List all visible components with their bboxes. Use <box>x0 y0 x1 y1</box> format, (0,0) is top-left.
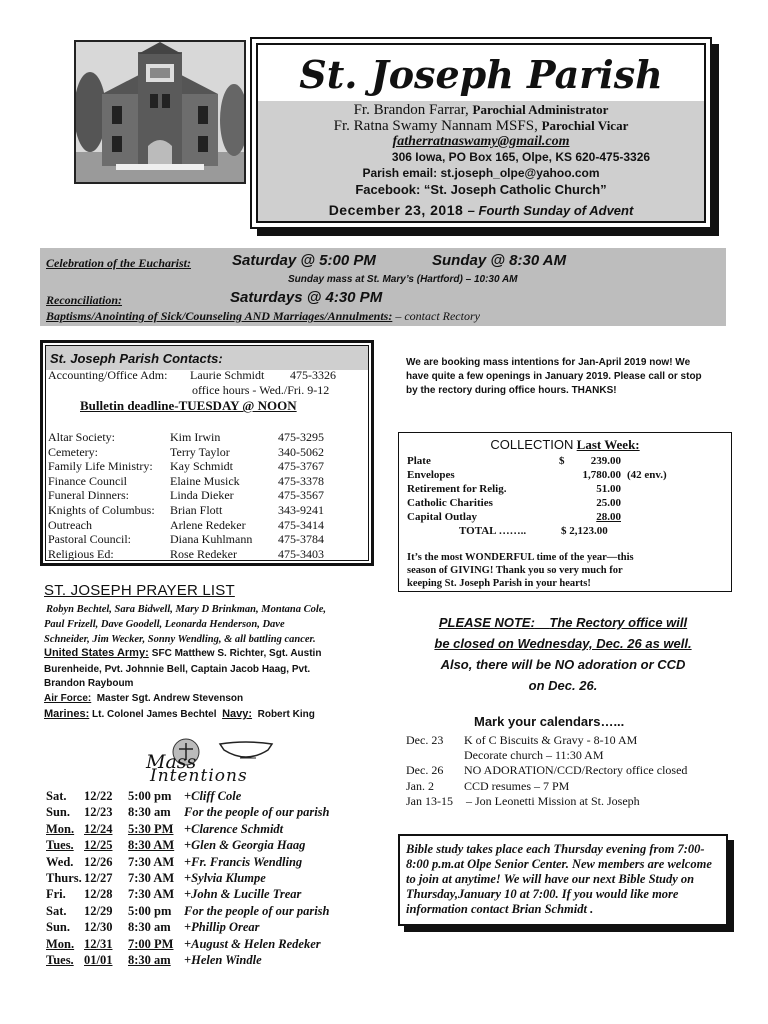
please-note-label: PLEASE NOTE: <box>438 615 535 630</box>
mass-times-bar <box>40 248 726 326</box>
intention-date: 12/22 <box>84 789 113 803</box>
please-note <box>400 612 726 696</box>
contact-phone: 475-3403 <box>278 546 324 561</box>
intention-name: +Clarence Schmidt <box>184 821 284 836</box>
marines-label: Marines: <box>44 708 90 720</box>
collection-label: Retirement for Relig. <box>407 483 507 495</box>
intention-name: +Sylvia Klumpe <box>184 871 266 885</box>
army-line-1 <box>44 646 321 661</box>
intention-time: 8:30 am <box>128 805 171 820</box>
calendar-date: Jan 13-15 <box>406 793 453 808</box>
mass-intention-row <box>46 886 366 902</box>
logo-intentions: Intentions <box>150 766 248 786</box>
collection-amount: 51.00 <box>596 483 621 495</box>
parish-contacts-box <box>40 340 374 566</box>
collection-currency: $ <box>559 455 565 467</box>
intention-day: Sat. <box>46 903 67 918</box>
intention-name: +John & Lucille Trear <box>184 887 302 902</box>
contact-role: Pastoral Council: <box>48 532 131 547</box>
sacraments-label: Baptisms/Anointing of Sick/Counseling AND Marriages/Annulments: <box>46 309 393 323</box>
intention-time: 7:00 PM <box>128 936 174 951</box>
intention-date: 12/29 <box>84 903 113 918</box>
contacts-inner <box>45 345 369 561</box>
contact-role: Knights of Columbus: <box>48 503 155 517</box>
collection-total-amount: $ 2,123.00 <box>561 525 608 537</box>
priest1-name: Fr. Brandon Farrar <box>353 102 466 118</box>
please-note-line-4: on Dec. 26. <box>528 678 598 693</box>
collection-amount: 239.00 <box>590 455 621 467</box>
prayer-names-line-3: Schneider, Jim Wecker, Sonny Wendling, & all battling cancer. <box>44 634 316 645</box>
navy-names: Robert King <box>257 709 315 720</box>
collection-title: COLLECTION <box>490 437 574 452</box>
intention-time: 8:30 AM <box>128 838 175 853</box>
collection-message-3: keeping St. Joseph Parish in your hearts! <box>407 578 591 589</box>
army-label: United States Army: <box>44 647 149 659</box>
contact-name: Rose Redeker <box>170 546 237 561</box>
mass-intention-row <box>46 870 366 886</box>
intention-time: 8:30 am <box>128 920 171 935</box>
calendar-date: Jan. 2 <box>406 778 434 793</box>
contact-role: Altar Society: <box>48 430 115 444</box>
contact-name: Linda Dieker <box>170 488 234 503</box>
intention-date: 12/25 <box>84 838 113 853</box>
booking-notice-line-1: We are booking mass intentions for Jan-April 2019 now! We <box>406 357 691 368</box>
calendar-date: Dec. 26 <box>406 763 444 778</box>
airforce-line <box>44 691 243 706</box>
mass-intention-row <box>46 952 366 968</box>
intention-time: 7:30 AM <box>128 887 175 902</box>
intention-day: Wed. <box>46 854 74 869</box>
reconciliation-label: Reconciliation: <box>46 293 122 307</box>
collection-amount: 28.00 <box>596 511 621 523</box>
contact-role: Family Life Ministry: <box>48 459 153 474</box>
intention-time: 5:30 PM <box>128 821 174 836</box>
please-note-line-2: be closed on Wednesday, Dec. 26 as well. <box>434 636 692 651</box>
collection-subtitle: Last Week: <box>576 437 640 452</box>
bible-study-text: Bible study takes place each Thursday evening from 7:00-8:00 p.m.at Olpe Senior Center. New members are welcome to join at anytime! We will have our next Bible Study on Thursday,January 10 at 7:00. If you would like more information contact Brian Schmidt . <box>406 842 712 916</box>
header-inner <box>256 43 706 223</box>
collection-label: Plate <box>407 455 431 467</box>
intention-time: 5:00 pm <box>128 789 172 803</box>
priest2-role: Parochial Vicar <box>541 118 629 133</box>
collection-label: Capital Outlay <box>407 511 477 523</box>
contact-phone: 475-3784 <box>278 532 324 547</box>
collection-note: (42 env.) <box>627 469 667 481</box>
parish-address: 306 Iowa, PO Box 165, Olpe, KS 620-475-3326 <box>391 150 651 164</box>
please-note-line-3: Also, there will be NO adoration or CCD <box>440 657 686 672</box>
please-note-text-1: The Rectory office will <box>549 615 688 630</box>
intention-name: +Fr. Francis Wendling <box>184 854 303 869</box>
logo-mass: Mass <box>146 751 197 773</box>
booking-notice-line-2: have quite a few openings in January 2019. Please call or stop <box>406 371 702 382</box>
priest1-role: Parochial Administrator <box>472 102 609 117</box>
contact-name: Brian Flott <box>170 503 223 517</box>
contact-name: Kim Irwin <box>170 430 221 444</box>
contacts-title-text: St. Joseph Parish Contacts <box>50 351 219 366</box>
contact-phone: 343-9241 <box>278 503 324 517</box>
calendar-date: Dec. 23 <box>406 733 444 747</box>
office-hours: office hours - Wed./Fri. 9-12 <box>192 383 330 397</box>
office-phone: 475-3326 <box>290 368 336 382</box>
contact-phone: 475-3767 <box>278 459 324 474</box>
intention-date: 12/30 <box>84 920 113 935</box>
contact-role: Outreach <box>48 517 92 532</box>
collection-box <box>398 432 732 592</box>
sacraments-note: – contact Rectory <box>395 309 480 323</box>
liturgical-day: – Fourth Sunday of Advent <box>467 203 634 218</box>
bulletin-date-line <box>258 202 704 219</box>
collection-amount: 1,780.00 <box>582 469 621 481</box>
mass-intention-row <box>46 936 366 952</box>
prayer-names-line-2: Paul Frizell, Dave Goodell, Leonarda Henderson, Dave <box>44 619 285 630</box>
intention-date: 12/23 <box>84 805 113 820</box>
contact-name: Arlene Redeker <box>170 517 246 532</box>
intention-time: 7:30 AM <box>128 871 175 885</box>
collection-label: Catholic Charities <box>407 497 493 509</box>
contact-phone: 340-5062 <box>278 444 324 459</box>
parish-email: Parish email: st.joseph_olpe@yahoo.com <box>362 166 600 180</box>
priest-email-link[interactable]: fatherratnaswamy@gmail.com <box>392 134 570 149</box>
army-line-2: Burenheide, Pvt. Johnnie Bell, Captain Jacob Haag, Pvt. <box>44 664 311 675</box>
collection-heading <box>399 437 731 453</box>
mass-intention-row <box>46 821 366 837</box>
calendar-event: Decorate church – 11:30 AM <box>464 748 604 763</box>
marines-navy-line <box>44 707 315 722</box>
intention-date: 12/24 <box>84 821 113 836</box>
sunday-mass-time: Sunday @ 8:30 AM <box>432 252 567 269</box>
sacraments-line <box>46 309 480 324</box>
contact-phone: 475-3567 <box>278 488 324 503</box>
bible-study-box <box>398 834 728 926</box>
bulletin-date: December 23, 2018 <box>328 202 464 218</box>
contact-role: Finance Council <box>48 473 127 488</box>
intention-day: Sat. <box>46 789 67 803</box>
mass-intention-row <box>46 788 366 804</box>
contact-name: Elaine Musick <box>170 473 240 488</box>
calendar-title: Mark your calendars…... <box>474 714 625 729</box>
intention-date: 12/28 <box>84 887 113 902</box>
airforce-label: Air Force: <box>44 693 92 704</box>
saturday-mass-time: Saturday @ 5:00 PM <box>232 252 376 269</box>
booking-notice-line-3: by the rectory during office hours. THANKS! <box>406 385 617 396</box>
navy-label: Navy: <box>222 708 253 720</box>
office-role: Accounting/Office Adm: <box>48 368 168 382</box>
header-details <box>258 101 704 221</box>
contact-name: Kay Schmidt <box>170 459 233 474</box>
please-note-line-1 <box>400 612 726 633</box>
calendar-event: K of C Biscuits & Gravy - 8-10 AM <box>464 733 638 747</box>
intention-date: 01/01 <box>84 953 113 967</box>
intention-name: +Helen Windle <box>184 953 262 967</box>
collection-amount: 25.00 <box>596 497 621 509</box>
mass-intention-row <box>46 804 366 820</box>
bulletin-deadline: Bulletin deadline-TUESDAY @ NOON <box>80 398 297 413</box>
intention-time: 7:30 AM <box>128 854 175 869</box>
contact-name: Diana Kuhlmann <box>170 532 253 547</box>
priest-line-2: Fr. Ratna Swamy Nannam MSFS, Parochial Vicar <box>333 118 629 134</box>
contact-role: Cemetery: <box>48 444 98 459</box>
intention-name: +Glen & Georgia Haag <box>184 838 306 853</box>
header-box <box>250 37 712 229</box>
intention-day: Mon. <box>46 936 75 951</box>
intention-name: +Phillip Orear <box>184 920 260 935</box>
intention-date: 12/31 <box>84 936 113 951</box>
collection-total-label: TOTAL …….. <box>459 525 527 537</box>
hartford-mass-time: Sunday mass at St. Mary’s (Hartford) – 10:30 AM <box>288 274 518 285</box>
contact-role: Funeral Dinners: <box>48 488 129 503</box>
intention-name: For the people of our parish <box>184 903 330 918</box>
intention-day: Fri. <box>46 887 66 902</box>
prayer-names-line-1: Robyn Bechtel, Sara Bidwell, Mary D Brinkman, Montana Cole, <box>46 604 327 615</box>
intention-date: 12/26 <box>84 854 113 869</box>
reconciliation-time: Saturdays @ 4:30 PM <box>230 289 383 306</box>
intention-day: Tues. <box>46 838 74 853</box>
intention-day: Thurs. <box>46 871 82 885</box>
intention-day: Tues. <box>46 953 74 967</box>
mass-intentions-logo <box>140 738 292 788</box>
calendar-event: – Jon Leonetti Mission at St. Joseph <box>466 793 640 808</box>
church-image <box>76 42 244 182</box>
intention-day: Sun. <box>46 805 70 820</box>
contact-phone: 475-3414 <box>278 517 324 532</box>
booking-notice <box>406 356 702 398</box>
marines-names: Lt. Colonel James Bechtel <box>92 709 217 720</box>
mass-intention-row <box>46 837 366 853</box>
intention-time: 5:00 pm <box>128 903 172 918</box>
parish-title: St. Joseph Parish <box>299 52 663 97</box>
prayer-list-title: ST. JOSEPH PRAYER LIST <box>44 582 235 599</box>
collection-message-2: season of GIVING! Thank you so very much for <box>407 565 623 576</box>
priest2-name: Fr. Ratna Swamy Nannam MSFS <box>333 118 535 134</box>
airforce-names: Master Sgt. Andrew Stevenson <box>96 693 244 704</box>
facebook-page: Facebook: “St. Joseph Catholic Church” <box>355 182 607 197</box>
collection-label: Envelopes <box>407 469 455 481</box>
intention-day: Mon. <box>46 821 75 836</box>
office-name: Laurie Schmidt <box>190 368 265 382</box>
mass-intention-row <box>46 919 366 935</box>
eucharist-label: Celebration of the Eucharist: <box>46 256 192 270</box>
intention-name: +August & Helen Redeker <box>184 936 321 951</box>
army-names-1: SFC Matthew S. Richter, Sgt. Austin <box>151 648 322 659</box>
contact-name: Terry Taylor <box>170 444 230 459</box>
church-photo <box>74 40 246 184</box>
intention-name: +Cliff Cole <box>184 789 242 803</box>
army-line-3: Brandon Rayboum <box>44 678 134 689</box>
mass-intention-row <box>46 903 366 919</box>
calendar-event: NO ADORATION/CCD/Rectory office closed <box>464 763 688 778</box>
calendar-event: CCD resumes – 7 PM <box>464 778 570 793</box>
contacts-title: St. Joseph Parish Contacts: <box>50 351 223 366</box>
collection-message-1: It’s the most WONDERFUL time of the year—this <box>407 552 634 563</box>
intention-name: For the people of our parish <box>184 805 330 820</box>
intention-time: 8:30 am <box>128 953 171 967</box>
contact-role: Religious Ed: <box>48 546 114 561</box>
contact-phone: 475-3295 <box>278 430 324 444</box>
contact-phone: 475-3378 <box>278 473 324 488</box>
mass-intention-row <box>46 854 366 870</box>
priest-line-1: Fr. Brandon Farrar, Parochial Administrator <box>353 102 609 118</box>
intention-date: 12/27 <box>84 871 113 885</box>
intention-day: Sun. <box>46 920 70 935</box>
